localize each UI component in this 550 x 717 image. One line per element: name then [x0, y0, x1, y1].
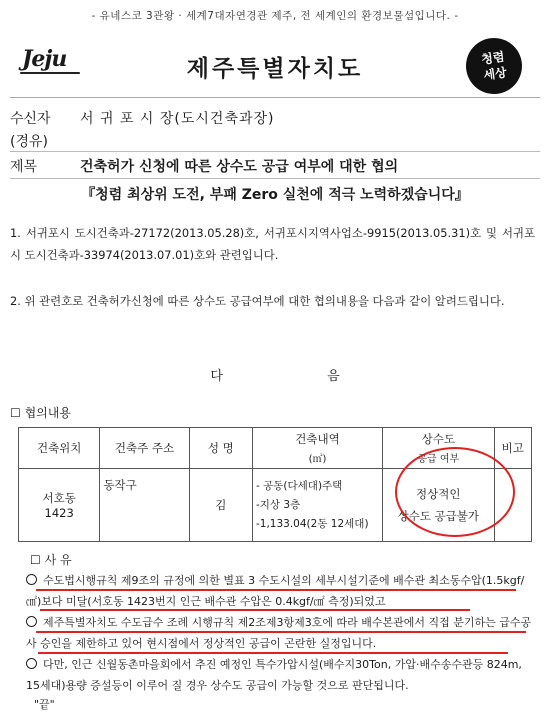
water-line-1: 정상적인 — [416, 487, 461, 501]
subject-divider-top — [10, 151, 540, 152]
subject-value: 건축허가 신청에 따른 상수도 공급 여부에 대한 협의 — [80, 159, 399, 175]
integrity-seal-logo: 청렴 세상 — [462, 34, 525, 97]
circle-bullet-icon — [26, 574, 37, 585]
section-reason-title: ☐ 사 유 — [30, 553, 72, 567]
integrity-slogan: 『청렴 최상위 도전, 부패 Zero 실천에 적극 노력하겠습니다』 — [81, 187, 469, 203]
red-underline — [36, 631, 526, 633]
details-line-3: -1,133.04(2동 12세대) — [256, 517, 369, 530]
header-location: 건축위치 — [19, 428, 100, 469]
table-header-row — [19, 428, 532, 469]
header-water — [383, 428, 494, 469]
red-underline — [36, 589, 516, 591]
end-mark: "끝" — [34, 698, 55, 711]
table-row — [19, 469, 532, 542]
details-line-2: -지상 3층 — [256, 498, 301, 511]
top-slogan: - 유네스코 3관왕 · 세계7대자연경관 제주, 전 세계인의 환경보물섬입니다. - — [91, 10, 459, 22]
header-water-sub: 공급 여부 — [417, 454, 460, 465]
organization-title: 제주특별자치도 — [186, 56, 364, 82]
via-label: (경유) — [10, 134, 48, 150]
cell-details — [253, 469, 383, 542]
cell-remarks — [494, 469, 531, 542]
reason-item — [26, 612, 536, 654]
circle-bullet-icon — [26, 658, 37, 669]
red-underline — [38, 652, 508, 654]
header-divider — [10, 97, 540, 98]
recipient-value: 서 귀 포 시 장(도시건축과장) — [80, 111, 275, 127]
recipient-label: 수신자 — [10, 111, 51, 127]
location-line-2: 1423 — [44, 506, 74, 520]
consultation-table — [18, 427, 532, 542]
paragraph-1: 1. 서귀포시 도시건축과-27172(2013.05.28)호, 서귀포시지역사업소-9915(2013.05.31)호 및 서귀포시 도시건축과-33974(2013.07.01)호와 관련입니다. — [10, 226, 535, 262]
cell-location — [19, 469, 100, 542]
header-name: 성 명 — [189, 428, 252, 469]
cell-address: 동작구 — [100, 469, 189, 542]
header-remarks: 비고 — [494, 428, 531, 469]
subject-label: 제목 — [10, 159, 38, 175]
header-details-label: 건축내역 — [295, 432, 340, 446]
reason-item — [26, 654, 536, 696]
header-details-unit: (㎡) — [308, 454, 327, 465]
reason-item — [26, 570, 536, 612]
details-line-1: - 공동(다세대)주택 — [256, 479, 343, 492]
jeju-logo: Jeju — [22, 46, 67, 72]
circle-bullet-icon — [26, 616, 37, 627]
location-line-1: 서호동 — [42, 491, 76, 505]
cell-name: 김 — [189, 469, 252, 542]
reason-text-3: 다만, 인근 신월동촌마을회에서 추진 예정인 특수가압시설(배수지30Ton, 가압·배수송수관등 824m, 15세대)용량 증설등이 이루어 질 경우 상수도 공급이 가능할 것으로 판단됩니다. — [26, 658, 522, 692]
header-details — [253, 428, 383, 469]
subject-divider-bottom — [10, 178, 540, 179]
reason-text-2: 제주특별자치도 수도급수 조례 시행규칙 제2조제3항제3호에 따라 배수본관에서 직접 분기하는 급수공사 승인을 제한하고 있어 현시점에서 정상적인 공급이 곤란한 실정입니다. — [26, 616, 532, 650]
cell-water — [383, 469, 494, 542]
red-underline — [40, 609, 470, 611]
section-consultation-title: ☐ 협의내용 — [10, 406, 71, 420]
heading-following: 다 음 — [210, 369, 390, 384]
water-line-2: 상수도 공급불가 — [397, 509, 479, 523]
paragraph-2: 2. 위 관련호로 건축허가신청에 따른 상수도 공급여부에 대한 협의내용을 다음과 같이 알려드립니다. — [10, 294, 505, 308]
reason-text-1: 수도법시행규칙 제9조의 규정에 의한 별표 3 수도시설의 세부시설기준에 배수관 최소동수압(1.5kgf/㎠)보다 미달(서호동 1423번지 인근 배수관 수압은 0.4kgf/㎠ 측정)되었고 — [26, 574, 525, 608]
header-address: 건축주 주소 — [100, 428, 189, 469]
header-water-label: 상수도 — [421, 432, 455, 446]
